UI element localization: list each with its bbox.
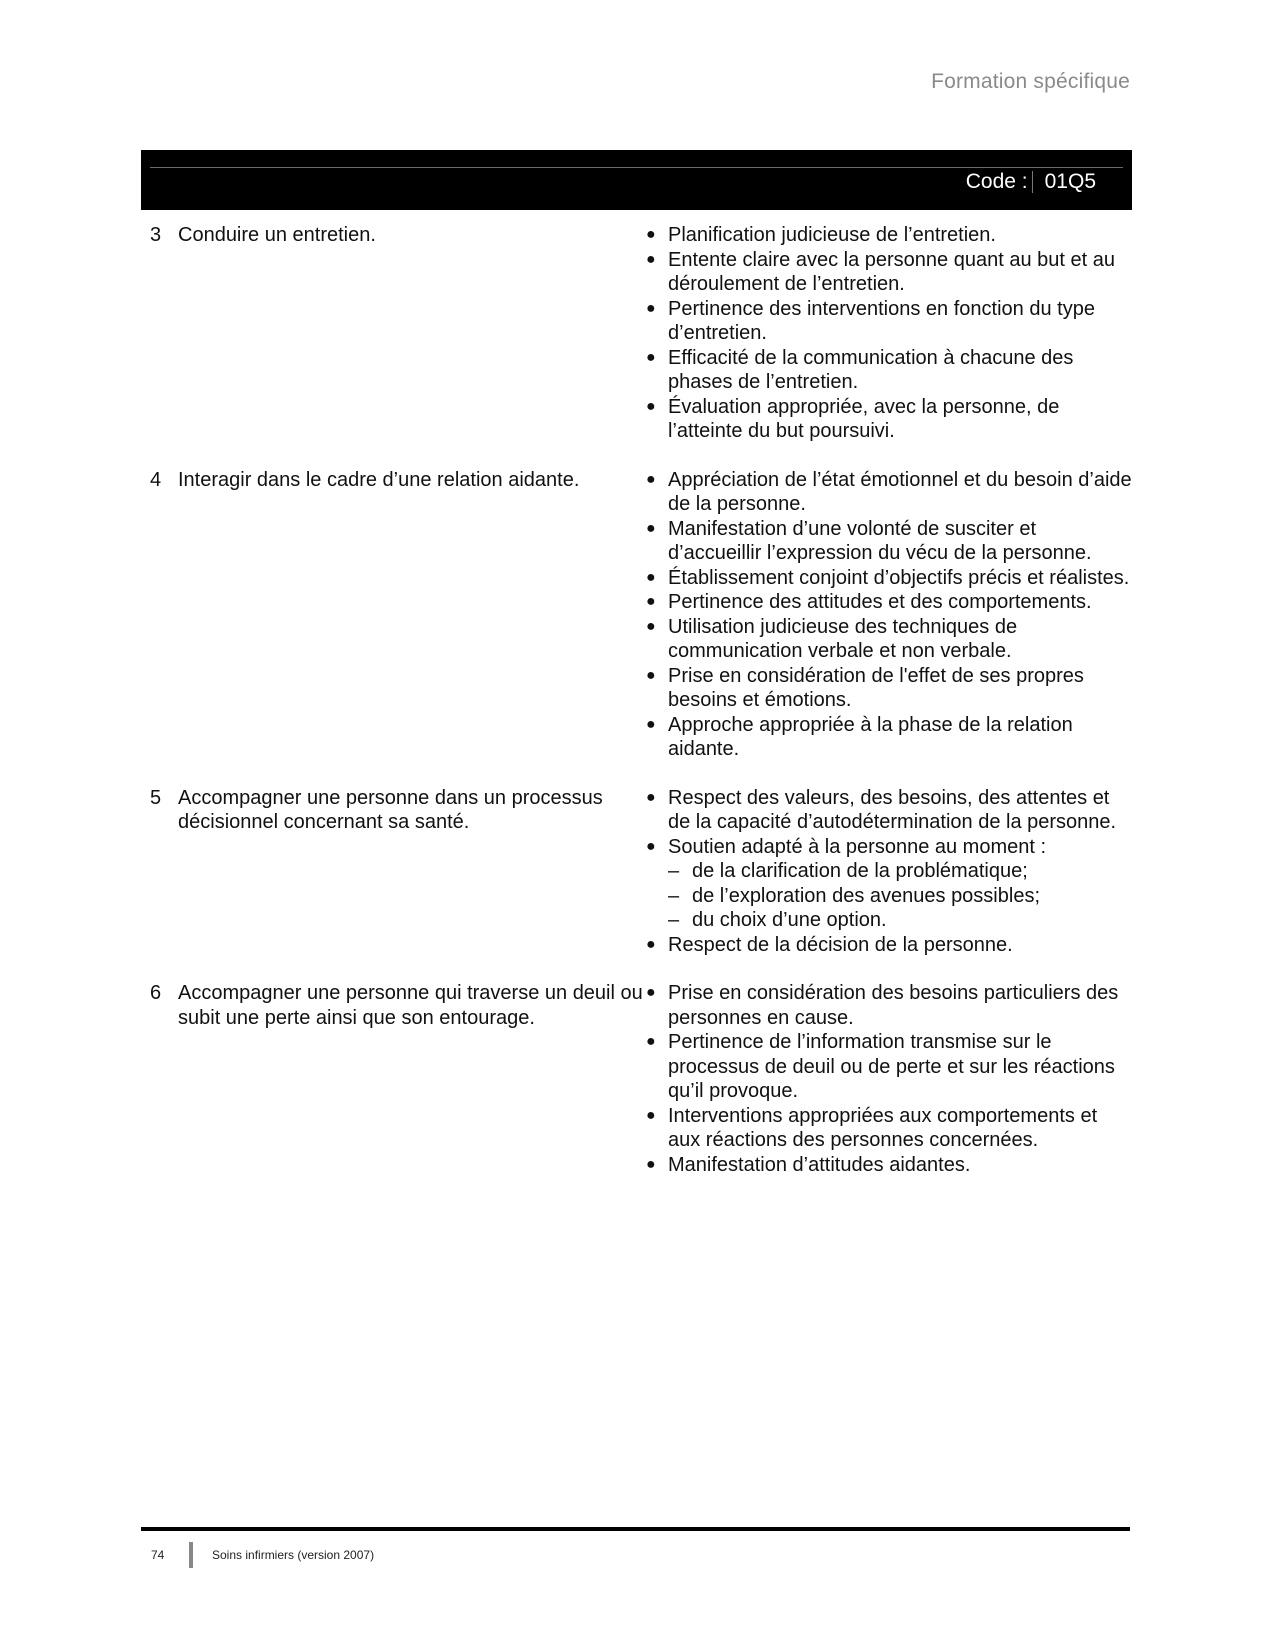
element-text: Interagir dans le cadre d’une relation aidante. bbox=[178, 468, 580, 491]
dash-icon: – bbox=[668, 860, 680, 882]
bullet-icon: ● bbox=[646, 837, 656, 855]
criterion-item: ● Soutien adapté à la personne au moment : – de la clarification de la problématique; – de l’exploration des avenues possibles; – du choix d’une option. bbox=[644, 835, 1132, 933]
criterion-item: ● Interventions appropriées aux comportements et aux réactions des personnes concernées. bbox=[646, 1104, 1098, 1151]
criterion-item: ● Prise en considération des besoins particuliers des personnes en cause. bbox=[646, 982, 1119, 1029]
sub-item: – du choix d’une option. bbox=[668, 909, 887, 931]
criterion-item: ● Pertinence des attitudes et des comportements. bbox=[646, 591, 1092, 613]
page-number: 74 bbox=[151, 1548, 165, 1562]
bullet-icon: ● bbox=[646, 470, 656, 488]
criterion-item: ● Évaluation appropriée, avec la personne, de l’atteinte du but poursuivi. bbox=[646, 395, 1060, 442]
sub-item: – de l’exploration des avenues possibles; bbox=[668, 884, 1040, 907]
bullet-icon: ● bbox=[646, 1033, 656, 1050]
code-label-group bbox=[966, 170, 1096, 194]
element-text: Accompagner une personne qui traverse un deuil ou subit une perte ainsi que son entourage. bbox=[178, 982, 643, 1029]
criterion-item: ● Planification judicieuse de l’entretien. bbox=[646, 224, 996, 246]
table-row bbox=[141, 981, 1132, 1177]
criteria-list bbox=[644, 981, 1132, 1177]
element-text: Conduire un entretien. bbox=[178, 224, 376, 246]
footer-separator bbox=[189, 1542, 193, 1568]
table-row bbox=[141, 468, 1132, 762]
code-bar-rule bbox=[150, 167, 1123, 168]
document-title: Soins infirmiers (version 2007) bbox=[212, 1548, 375, 1562]
section-title: Formation spécifique bbox=[931, 70, 1130, 93]
table-row bbox=[141, 786, 1132, 958]
bullet-icon: ● bbox=[646, 715, 656, 733]
criterion-item: ● Pertinence des interventions en fonction du type d’entretien. bbox=[646, 297, 1095, 344]
sub-item: – de la clarification de la problématique; bbox=[668, 860, 1028, 882]
criterion-item: ● Manifestation d’attitudes aidantes. bbox=[646, 1153, 971, 1176]
element-text: Accompagner une personne dans un processus décisionnel concernant sa santé. bbox=[178, 786, 603, 833]
element-number: 3 bbox=[150, 224, 162, 246]
element-number: 4 bbox=[150, 468, 162, 491]
criterion-item: ● Prise en considération de l'effet de ses propres besoins et émotions. bbox=[646, 664, 1084, 711]
criterion-item: ● Respect des valeurs, des besoins, des attentes et de la capacité d’autodétermination de la personne. bbox=[646, 786, 1117, 833]
criterion-item: ● Manifestation d’une volonté de susciter et d’accueillir l’expression du vécu de la personne. bbox=[646, 517, 1092, 564]
bullet-icon: ● bbox=[646, 617, 656, 635]
criterion-item: ● Pertinence de l’information transmise sur le processus de deuil ou de perte et sur les réactions qu’il provoque. bbox=[646, 1031, 1115, 1102]
competency-table bbox=[141, 223, 1132, 1201]
dash-icon: – bbox=[668, 909, 680, 931]
code-separator bbox=[1032, 171, 1033, 193]
bullet-icon: ● bbox=[646, 1106, 656, 1124]
criteria-list bbox=[644, 786, 1132, 958]
bullet-icon: ● bbox=[646, 1155, 656, 1173]
bullet-icon: ● bbox=[646, 568, 656, 586]
bullet-icon: ● bbox=[646, 226, 656, 243]
sub-list bbox=[668, 859, 1132, 933]
criteria-list bbox=[644, 468, 1132, 762]
table-row bbox=[141, 223, 1132, 444]
criterion-item: ● Entente claire avec la personne quant au but et au déroulement de l’entretien. bbox=[646, 248, 1115, 295]
criterion-item: ● Approche appropriée à la phase de la relation aidante. bbox=[646, 713, 1073, 760]
element-number: 6 bbox=[150, 982, 162, 1004]
bullet-icon: ● bbox=[646, 788, 656, 806]
bullet-icon: ● bbox=[646, 593, 656, 610]
bullet-icon: ● bbox=[646, 935, 656, 953]
element-number: 5 bbox=[150, 786, 162, 809]
bullet-icon: ● bbox=[646, 397, 656, 415]
code-bar bbox=[141, 150, 1132, 210]
code-value: 01Q5 bbox=[1044, 170, 1096, 193]
dash-icon: – bbox=[668, 884, 680, 907]
bullet-icon: ● bbox=[646, 519, 656, 537]
criterion-item: ● Utilisation judicieuse des techniques de communication verbale et non verbale. bbox=[646, 615, 1018, 662]
bullet-icon: ● bbox=[646, 299, 656, 317]
criteria-list bbox=[644, 223, 1132, 444]
criterion-item: ● Efficacité de la communication à chacune des phases de l’entretien. bbox=[646, 346, 1074, 393]
footer-rule bbox=[141, 1527, 1130, 1531]
bullet-icon: ● bbox=[646, 984, 656, 1001]
code-label: Code : bbox=[965, 170, 1028, 193]
criterion-item: ● Appréciation de l’état émotionnel et du besoin d’aide de la personne. bbox=[646, 468, 1132, 515]
bullet-icon: ● bbox=[646, 348, 656, 366]
bullet-icon: ● bbox=[646, 250, 656, 268]
page-footer bbox=[151, 1542, 374, 1568]
bullet-icon: ● bbox=[646, 666, 656, 684]
criterion-item: ● Respect de la décision de la personne. bbox=[646, 933, 1013, 956]
criterion-item: ● Établissement conjoint d’objectifs précis et réalistes. bbox=[646, 566, 1130, 589]
